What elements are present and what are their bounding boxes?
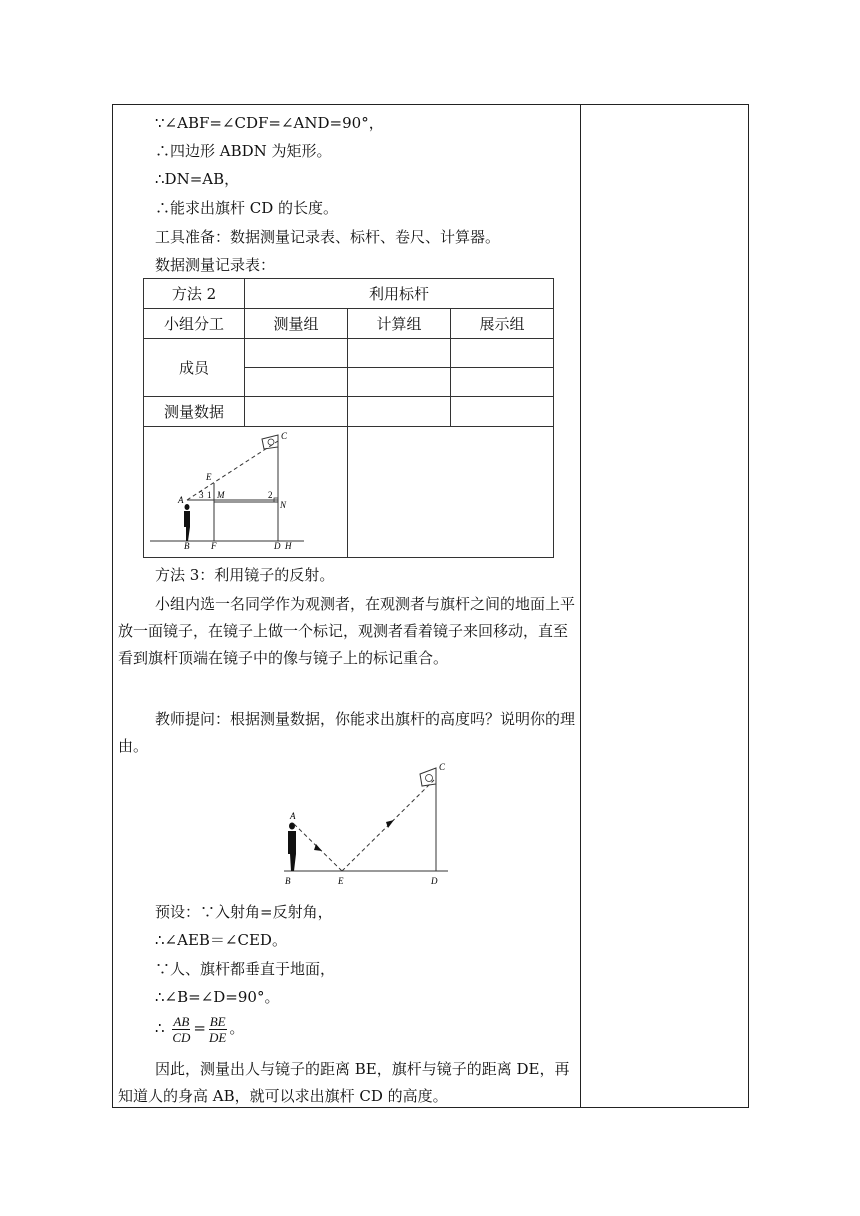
group-header-cell: 小组分工	[144, 309, 245, 339]
label-N: N	[280, 500, 287, 510]
figure-cell	[144, 427, 348, 558]
method3-title: 方法 3：利用镜子的反射。	[155, 566, 335, 584]
proof-line-4: ∴∠B=∠D=90°。	[155, 988, 280, 1006]
label-D: D	[431, 876, 438, 886]
label-B: B	[285, 876, 291, 886]
method-name-cell: 利用标杆	[245, 279, 554, 309]
empty-cell	[245, 397, 348, 427]
empty-cell	[348, 397, 451, 427]
column-divider	[580, 104, 581, 1108]
fraction-ab-cd	[171, 1014, 191, 1045]
method3-paragraph	[118, 591, 576, 672]
label-A: A	[178, 495, 184, 505]
label-1: 1	[207, 490, 212, 500]
text-line-6: 数据测量记录表：	[155, 256, 276, 274]
label-A: A	[290, 811, 296, 821]
label-M: M	[217, 490, 225, 500]
proof-line-5	[155, 1010, 244, 1046]
label-C: C	[439, 762, 446, 772]
fraction-be-de	[208, 1014, 227, 1045]
label-C: C	[281, 431, 288, 441]
conclusion-text: 因此，测量出人与镜子的距离 BE，旗杆与镜子的距离 DE，再知道人的身高 AB，就可以求出旗杆 CD 的高度。	[118, 1060, 570, 1105]
proof-line-3: ∵人、旗杆都垂直于地面，	[155, 960, 336, 978]
text-line-1: ∵∠ABF=∠CDF=∠AND=90°，	[155, 114, 384, 132]
method-cell: 方法 2	[144, 279, 245, 309]
data-row-cell: 测量数据	[144, 397, 245, 427]
frac1-denominator: CD	[172, 1029, 191, 1045]
col-compute: 计算组	[348, 309, 451, 339]
label-H: H	[285, 541, 292, 551]
empty-cell	[451, 397, 554, 427]
pole-method-figure	[144, 427, 347, 553]
teacher-question	[118, 706, 576, 760]
empty-cell	[348, 427, 554, 558]
empty-cell	[245, 368, 348, 397]
teacher-question-text: 教师提问：根据测量数据，你能求出旗杆的高度吗？说明你的理由。	[118, 710, 576, 755]
proof-line-2: ∴∠AEB＝∠CED。	[155, 931, 287, 949]
label-D: D	[274, 541, 281, 551]
conclusion-paragraph	[118, 1056, 576, 1110]
method3-paragraph-text: 小组内选一名同学作为观测者，在观测者与旗杆之间的地面上平放一面镜子，在镜子上做一个标记，观测者看着镜子来回移动，直至看到旗杆顶端在镜子中的像与镜子上的标记重合。	[118, 595, 576, 667]
label-F: F	[211, 541, 217, 551]
col-measure: 测量组	[245, 309, 348, 339]
empty-cell	[245, 339, 348, 368]
col-display: 展示组	[451, 309, 554, 339]
empty-cell	[451, 368, 554, 397]
label-E: E	[338, 876, 344, 886]
members-cell: 成员	[144, 339, 245, 397]
measurement-record-table	[143, 278, 554, 558]
label-3: 3	[199, 490, 204, 500]
empty-cell	[348, 368, 451, 397]
text-line-3: ∴DN=AB，	[155, 170, 240, 188]
mirror-method-figure	[276, 758, 454, 888]
proof-period: 。	[229, 1019, 245, 1037]
label-E: E	[206, 472, 212, 482]
label-B: B	[184, 541, 190, 551]
frac2-numerator: BE	[209, 1013, 226, 1029]
frac1-numerator: AB	[173, 1013, 190, 1029]
text-line-2: ∴四边形 ABDN 为矩形。	[155, 142, 332, 160]
text-line-5: 工具准备：数据测量记录表、标杆、卷尺、计算器。	[155, 228, 501, 246]
empty-cell	[348, 339, 451, 368]
frac2-denominator: DE	[208, 1029, 227, 1045]
proof-line-1: 预设：∵入射角=反射角，	[155, 903, 333, 921]
equals-sign: =	[193, 1019, 206, 1037]
label-2: 2	[268, 490, 273, 500]
text-line-4: ∴能求出旗杆 CD 的长度。	[155, 199, 339, 217]
empty-cell	[451, 339, 554, 368]
proof-therefore: ∴	[155, 1019, 165, 1037]
